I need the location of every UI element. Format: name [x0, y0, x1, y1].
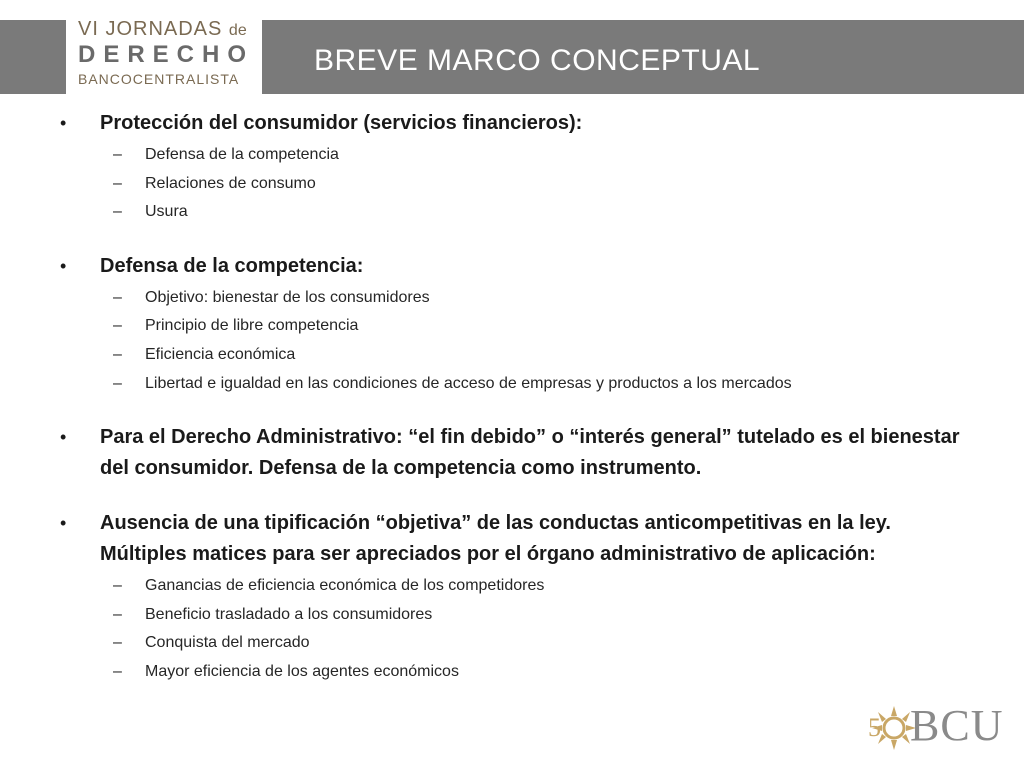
spacer [60, 227, 980, 251]
sub-list [60, 141, 980, 227]
bullet-text: Protección del consumidor (servicios financieros): [100, 112, 583, 134]
bullet-item [60, 108, 980, 139]
spacer [60, 398, 980, 422]
dash-icon: – [113, 174, 122, 192]
sub-list [60, 284, 980, 398]
sub-item [60, 170, 980, 199]
slide-content [60, 108, 980, 687]
anniversary-number: 5 [868, 713, 881, 742]
slide-title: BREVE MARCO CONCEPTUAL [314, 44, 761, 77]
dash-icon: – [113, 577, 122, 595]
sun-emblem-icon [864, 700, 916, 756]
sub-item [60, 601, 980, 630]
logo-line-2: DERECHO [78, 41, 255, 68]
sub-item [60, 370, 980, 399]
sub-item-text: Eficiencia económica [145, 345, 296, 363]
bullet-item [60, 251, 980, 282]
sub-item-text: Beneficio trasladado a los consumidores [145, 605, 433, 623]
dash-icon: – [113, 288, 122, 306]
sub-item-text: Objetivo: bienestar de los consumidores [145, 288, 430, 306]
bullet-text: Ausencia de una tipificación “objetiva” de las conductas anticompetitivas en la ley. Múltiples matices para ser apreciados por el órgano administrativo de aplicación: [100, 512, 891, 566]
dash-icon: – [113, 203, 122, 221]
sub-item-text: Conquista del mercado [145, 634, 310, 652]
bullet-text: Defensa de la competencia: [100, 254, 364, 277]
bullet-icon: • [60, 427, 67, 448]
sub-item [60, 341, 980, 370]
dash-icon: – [113, 345, 122, 363]
dash-icon: – [113, 662, 122, 680]
sub-item [60, 198, 980, 227]
sub-item-text: Principio de libre competencia [145, 317, 359, 335]
dash-icon: – [113, 317, 122, 335]
sub-item [60, 141, 980, 170]
dash-icon: – [113, 374, 122, 392]
sub-item [60, 658, 980, 687]
dash-icon: – [113, 634, 122, 652]
bullet-item [60, 422, 980, 484]
sub-list [60, 572, 980, 686]
event-logo [66, 14, 262, 94]
sub-item-text: Defensa de la competencia [145, 146, 339, 163]
sub-item-text: Libertad e igualdad en las condiciones de acceso de empresas y productos a los mercados [145, 374, 792, 392]
bcu-logo [864, 700, 1004, 756]
sub-item [60, 312, 980, 341]
dash-icon: – [113, 146, 122, 163]
sub-item-text: Usura [145, 203, 188, 221]
bullet-text: Para el Derecho Administrativo: “el fin debido” o “interés general” tutelado es el bienestar del consumidor. Defensa de la competencia como instrumento. [100, 426, 960, 480]
sub-item [60, 629, 980, 658]
logo-line-1 [78, 18, 258, 41]
sub-item [60, 572, 980, 601]
spacer [60, 484, 980, 508]
bullet-icon: • [60, 255, 67, 276]
bullet-icon: • [60, 513, 67, 534]
bullet-icon: • [60, 113, 67, 133]
sub-item-text: Relaciones de consumo [145, 174, 316, 192]
sub-item-text: Ganancias de eficiencia económica de los competidores [145, 577, 545, 595]
bullet-item [60, 508, 980, 570]
sub-item [60, 284, 980, 313]
logo-line-1-small: de [228, 22, 247, 39]
dash-icon: – [113, 605, 122, 623]
logo-line-3: BANCOCENTRALISTA [78, 71, 240, 87]
bcu-wordmark: BCU [910, 701, 1004, 750]
logo-line-1-main: VI JORNADAS [78, 18, 223, 40]
sub-item-text: Mayor eficiencia de los agentes económicos [145, 662, 459, 680]
